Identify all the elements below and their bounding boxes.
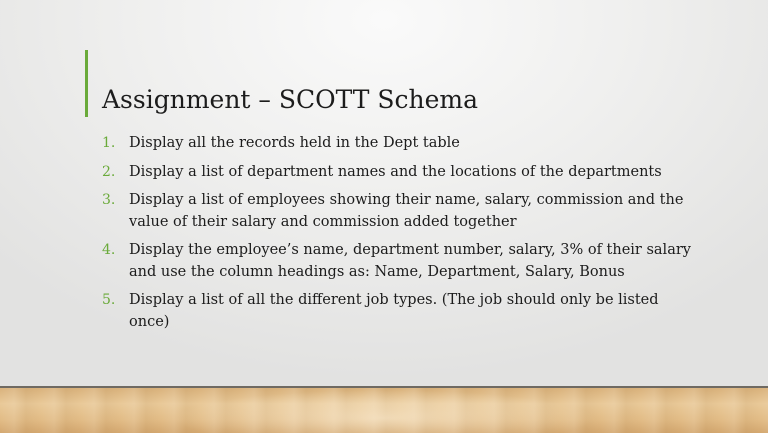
slide-title: Assignment – SCOTT Schema (102, 85, 479, 114)
list-item-text: Display a list of all the different job types. (The job should only be listed once) (129, 292, 659, 330)
list-item-text: Display a list of employees showing their name, salary, commission and the value of their salary and commission added together (129, 192, 684, 230)
list-item-number: 1. (102, 135, 116, 151)
list-item-number: 3. (102, 192, 116, 208)
assignment-list (101, 133, 701, 340)
list-item-number: 2. (102, 163, 116, 180)
list-item (101, 162, 701, 184)
list-item (101, 133, 701, 155)
list-item (101, 290, 701, 333)
title-accent-bar (85, 50, 88, 117)
list-item-text: Display all the records held in the Dept table (129, 135, 460, 151)
list-item-number: 5. (102, 292, 116, 308)
list-item (101, 240, 701, 283)
list-item-text: Display the employee’s name, department number, salary, 3% of their salary and use the column headings as: Name, Department, Salary, Bonus (129, 242, 691, 280)
list-item-number: 4. (102, 242, 116, 258)
wood-floor-background (0, 388, 768, 433)
list-item (101, 190, 701, 233)
list-item-text: Display a list of department names and the locations of the departments (129, 163, 662, 180)
